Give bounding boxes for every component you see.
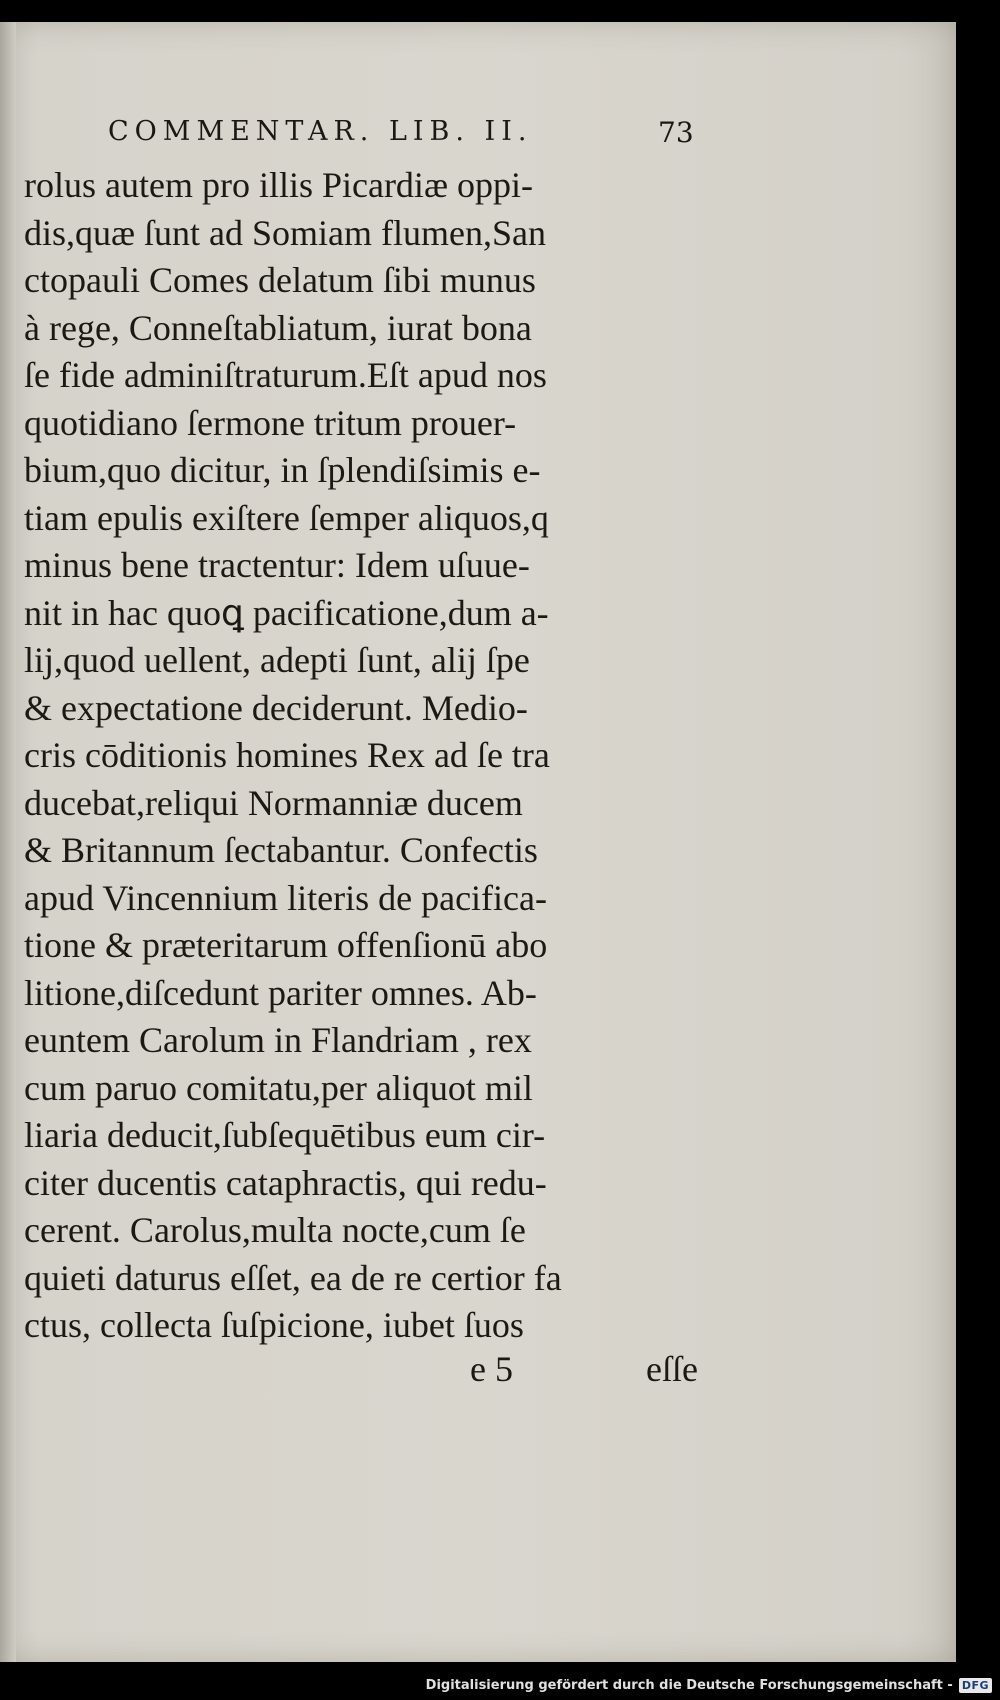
text-line: ctopauli Comes delatum ſibi munus <box>24 260 536 300</box>
text-line: minus bene tractentur: Idem uſuue- <box>24 545 530 585</box>
text-line: euntem Carolum in Flandriam , rex <box>24 1020 532 1060</box>
text-line: tiam epulis exiſtere ſemper aliquos,q <box>24 497 549 538</box>
digitization-credit <box>426 1674 992 1696</box>
text-line: cerent. Carolus,multa nocte,cum ſe <box>24 1210 526 1250</box>
text-line: quotidiano ſermone tritum prouer- <box>24 402 517 443</box>
text-line: apud Vincennium literis de pacifica- <box>24 877 547 918</box>
catchword: eſſe <box>646 1349 698 1389</box>
text-line: ducebat,reliqui Normanniæ ducem <box>24 782 523 823</box>
body-text <box>24 162 724 1350</box>
signature-mark: e 5 <box>470 1349 513 1389</box>
text-line: à rege, Conneſtabliatum, iurat bona <box>24 307 532 348</box>
text-line: cum paruo comitatu,per aliquot mil <box>24 1067 533 1108</box>
text-line: cris cōditionis homines Rex ad ſe tra <box>24 735 550 775</box>
text-line: bium,quo dicitur, in ſplendiſsimis e- <box>24 450 541 490</box>
dfg-logo-icon: DFG <box>959 1678 992 1693</box>
text-line: lij,quod uellent, adepti ſunt, alij ſpe <box>24 640 530 680</box>
credit-text: Digitalisierung gefördert durch die Deutsche Forschungsgemeinschaft - <box>425 1677 953 1693</box>
running-head <box>100 92 720 162</box>
text-line: citer ducentis cataphractis, qui redu- <box>24 1162 547 1203</box>
text-line: & expectatione deciderunt. Medio- <box>24 687 528 728</box>
text-line: & Britannum ſectabantur. Confectis <box>24 830 538 870</box>
running-head-title: COMMENTAR. LIB. II. <box>108 116 533 147</box>
page-gutter-edge <box>0 22 16 1662</box>
text-line: rolus autem pro illis Picardiæ oppi- <box>24 165 533 205</box>
text-line: ſe fide adminiſtraturum.Eſt apud nos <box>24 355 547 395</box>
text-line: litione,diſcedunt pariter omnes. Ab- <box>24 972 537 1013</box>
text-line: quieti daturus eſſet, ea de re certior fa <box>24 1257 562 1298</box>
text-line: dis,quæ ſunt ad Somiam flumen,San <box>24 212 546 253</box>
page-number: 73 <box>658 116 694 149</box>
text-line: tione & præteritarum offenſionū abo <box>24 925 548 965</box>
text-line: liaria deducit,ſubſequētibus eum cir- <box>24 1115 546 1155</box>
text-line: ctus, collecta ſuſpicione, iubet ſuos <box>24 1305 524 1345</box>
text-line: nit in hac quoꝗ pacificatione,dum a- <box>24 592 549 633</box>
signature-line <box>470 1342 730 1390</box>
